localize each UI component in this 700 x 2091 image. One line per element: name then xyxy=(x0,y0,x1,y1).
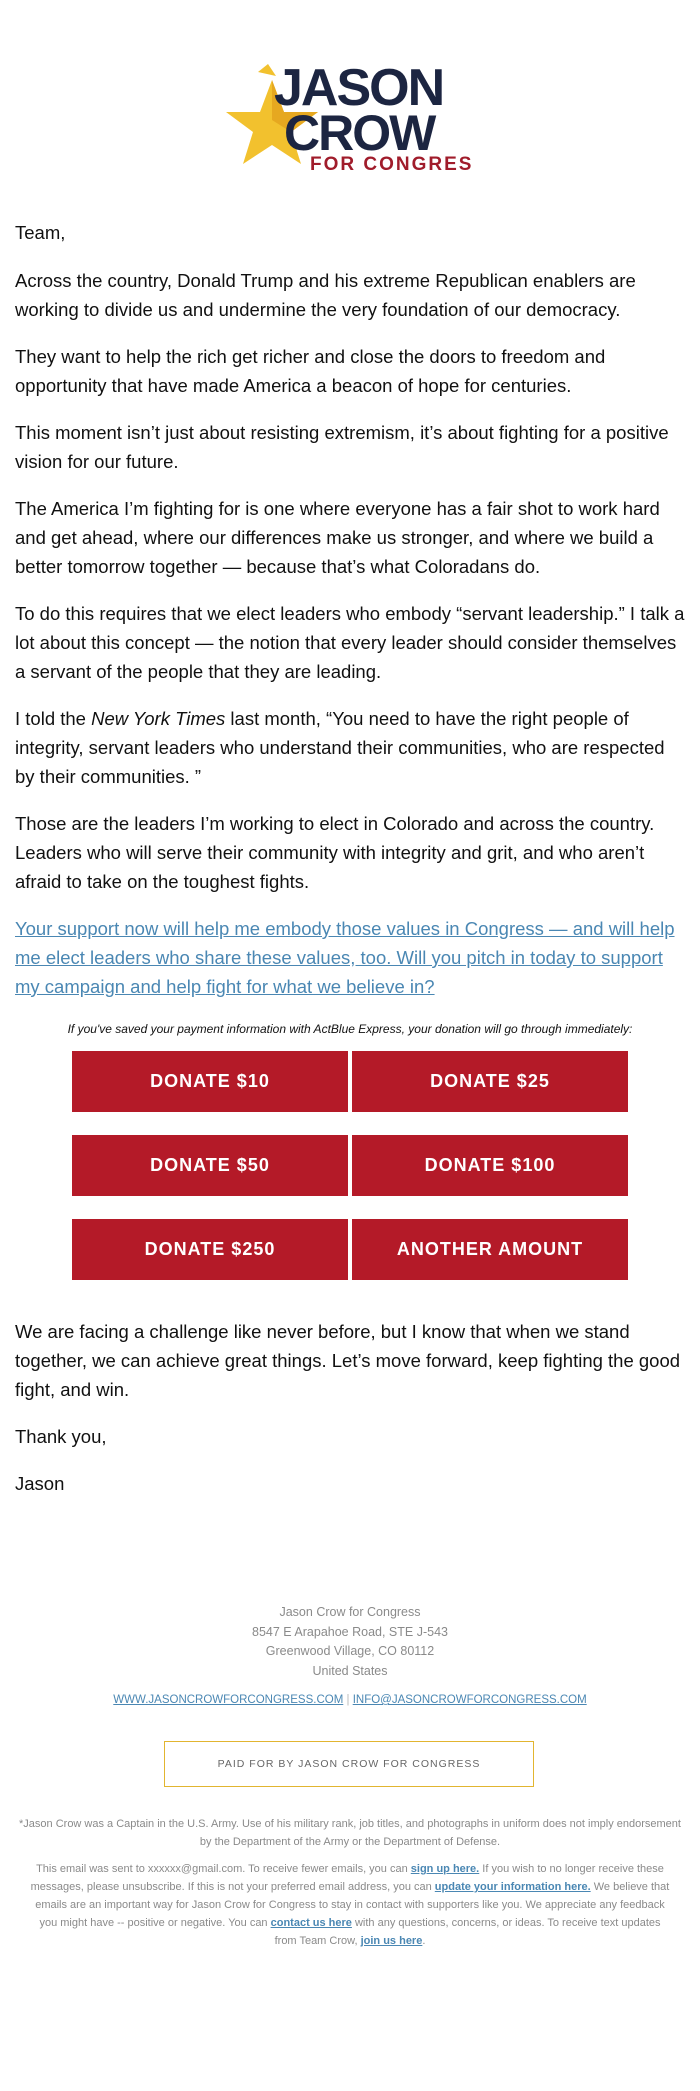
legal-text xyxy=(30,1860,670,1950)
actblue-express-note: If you've saved your payment information with ActBlue Express, your donation will go through immediately: xyxy=(67,1022,633,1036)
footer-country: United States xyxy=(312,1663,388,1678)
paragraph-7: Those are the leaders I’m working to elect in Colorado and across the country. Leaders who will serve their community with integrity and grit, and who aren’t afraid to take on the toughest fights. xyxy=(15,813,655,892)
donate-250-button[interactable]: DONATE $250 xyxy=(72,1219,348,1280)
join-us-link[interactable]: join us here xyxy=(360,1935,423,1947)
donate-other-amount-button[interactable]: ANOTHER AMOUNT xyxy=(352,1219,628,1280)
signature: Jason xyxy=(15,1473,65,1494)
footer-address xyxy=(0,1603,700,1681)
thank-you-line: Thank you, xyxy=(15,1426,107,1447)
footer-street: 8547 E Arapahoe Road, STE J-543 xyxy=(252,1624,448,1639)
newspaper-name: New York Times xyxy=(91,708,226,729)
paid-for-text: PAID FOR BY JASON CROW FOR CONGRESS xyxy=(217,1758,481,1770)
legal-part-1: This email was sent to xxxxxx@gmail.com. To receive fewer emails, you can xyxy=(36,1863,411,1875)
donate-10-button[interactable]: DONATE $10 xyxy=(72,1051,348,1112)
email-link[interactable]: INFO@JASONCROWFORCONGRESS.COM xyxy=(352,1694,587,1706)
paragraph-3: This moment isn’t just about resisting extremism, it’s about fighting for a positive vision for our future. xyxy=(15,422,669,472)
link-separator: | xyxy=(346,1694,350,1706)
donate-100-button[interactable]: DONATE $100 xyxy=(352,1135,628,1196)
paragraph-6-pre: I told the xyxy=(15,708,92,729)
greeting: Team, xyxy=(15,222,66,243)
logo-line-3: FOR CONGRESS xyxy=(310,154,472,170)
support-cta-link[interactable]: Your support now will help me embody those values in Congress — and will help me elect leaders who share these values, too. Will you pitch in today to support my campaign and help fight for what we believe in? xyxy=(15,918,675,997)
logo-line-1: JASON xyxy=(274,59,444,117)
footer-org: Jason Crow for Congress xyxy=(279,1605,421,1619)
footer-links xyxy=(0,1694,700,1706)
donate-50-button[interactable]: DONATE $50 xyxy=(72,1135,348,1196)
campaign-logo xyxy=(222,50,472,170)
paid-for-box xyxy=(164,1741,534,1787)
paragraph-1: Across the country, Donald Trump and his extreme Republican enablers are working to divide us and undermine the very foundation of our democracy. xyxy=(15,270,636,320)
military-disclaimer: *Jason Crow was a Captain in the U.S. Army. Use of his military rank, job titles, and photographs in uniform does not imply endorsement by the Department of the Army or the Department of Defense. xyxy=(19,1818,681,1848)
paragraph-5: To do this requires that we elect leaders who embody “servant leadership.” I talk a lot about this concept — the notion that every leader should consider themselves a servant of the people that they are leading. xyxy=(15,603,685,682)
closing-paragraph: We are facing a challenge like never before, but I know that when we stand together, we can achieve great things. Let’s move forward, keep fighting the good fight, and win. xyxy=(15,1321,681,1400)
legal-part-2: If you wish to no longer receive these messages, please unsubscribe. If this is not your preferred email address, you can xyxy=(30,1863,664,1893)
legal-part-3: We believe that emails are an important way for Jason Crow for Congress to stay in contact with supporters like you. We appreciate any feedback you might have -- positive or negative. You can xyxy=(35,1881,670,1929)
legal-part-4: with any questions, concerns, or ideas. To receive text updates from Team Crow, xyxy=(274,1917,661,1947)
closing-section xyxy=(15,1317,685,1516)
paragraph-2: They want to help the rich get richer and close the doors to freedom and opportunity that have made America a beacon of hope for centuries. xyxy=(15,346,606,396)
paragraph-4: The America I’m fighting for is one where everyone has a fair shot to work hard and get ahead, where our differences make us stronger, and where we build a better tomorrow together — because that’s what Coloradans do. xyxy=(15,498,660,577)
legal-part-5: . xyxy=(422,1935,426,1947)
paragraph-6-post: last month, “You need to have the right people of integrity, servant leaders who understand their communities, who are respected by their communities. ” xyxy=(15,708,665,787)
logo-line-2: CROW xyxy=(284,105,435,161)
email-body xyxy=(15,218,685,1019)
contact-us-link[interactable]: contact us here xyxy=(270,1917,352,1929)
donate-25-button[interactable]: DONATE $25 xyxy=(352,1051,628,1112)
update-info-link[interactable]: update your information here. xyxy=(434,1881,591,1893)
sign-up-link[interactable]: sign up here. xyxy=(410,1863,480,1875)
footer-city: Greenwood Village, CO 80112 xyxy=(265,1644,435,1658)
paragraph-6 xyxy=(15,704,685,791)
website-link[interactable]: WWW.JASONCROWFORCONGRESS.COM xyxy=(113,1694,344,1706)
star-icon xyxy=(222,50,472,170)
